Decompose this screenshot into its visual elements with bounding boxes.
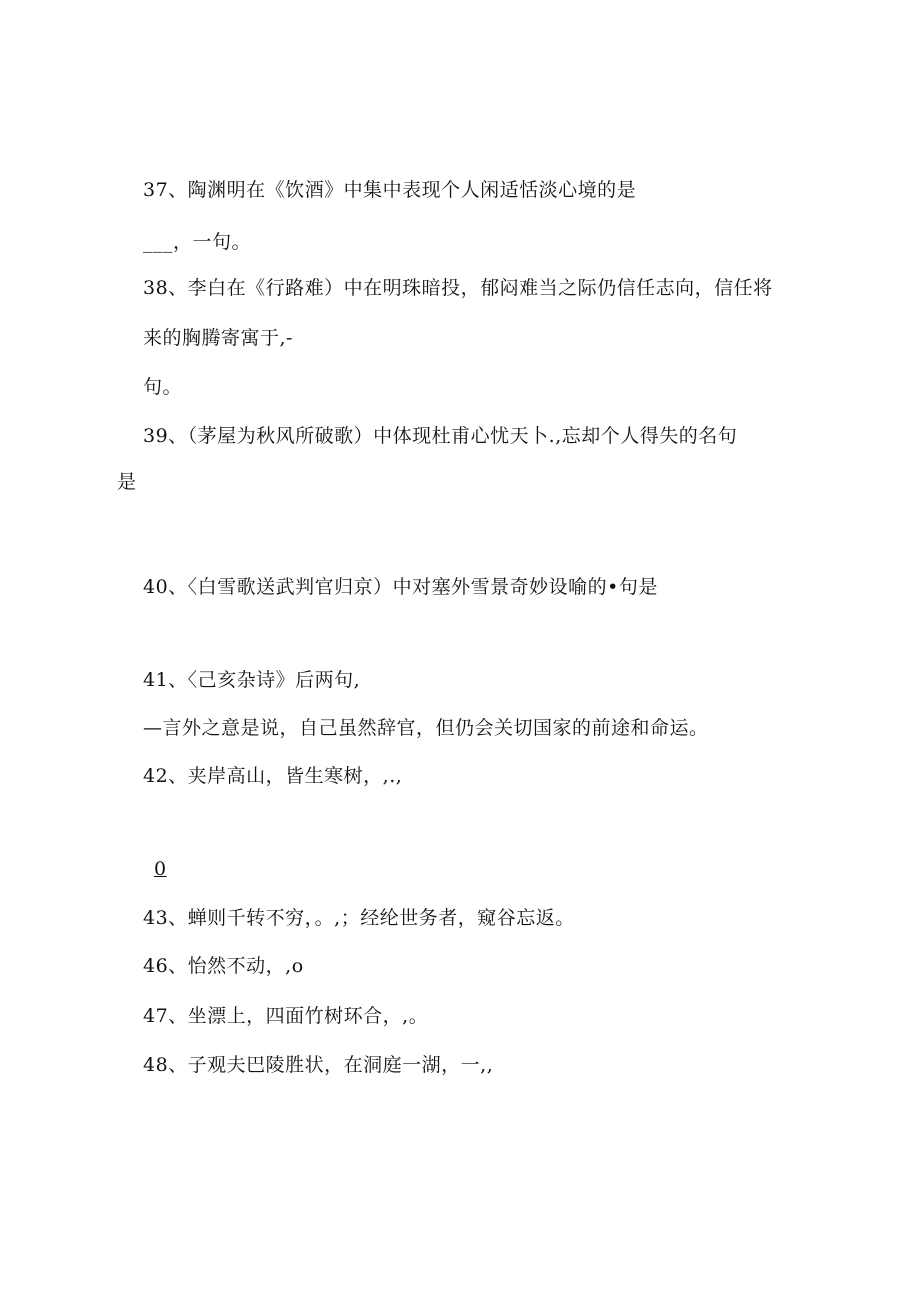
question-43: 43、蝉则千转不穷，。,；经纶世务者，窥谷忘返。 — [143, 907, 575, 929]
question-46: 46、怡然不动，,o — [143, 955, 304, 977]
question-37-continuation: ___，一句。 — [143, 231, 252, 253]
question-39-continuation: 是 — [117, 471, 137, 493]
question-47: 47、坐漂上，四面竹树环合，,。 — [143, 1005, 429, 1027]
question-42: 42、夹岸高山，皆生寒树，,., — [143, 765, 403, 787]
question-37: 37、陶渊明在《饮酒》中集中表现个人闲适恬淡心境的是 — [143, 179, 637, 201]
question-38-ending: 句。 — [143, 376, 183, 398]
question-38: 38、李白在《行路难）中在明珠暗投，郁闷难当之际仍信任志向，信任将 — [143, 277, 773, 299]
question-41-continuation: —言外之意是说，自己虽然辞官，但仍会关切国家的前途和命运。 — [143, 717, 709, 739]
question-41: 41、〈己亥杂诗》后两句, — [143, 669, 361, 691]
question-38-continuation: 来的胸腾寄寓于,- — [143, 327, 293, 349]
question-42-answer-blank: 0 — [154, 858, 167, 880]
question-40: 40、〈白雪歌送武判官归京）中对塞外雪景奇妙设喻的•句是 — [143, 576, 658, 598]
question-39: 39、（茅屋为秋风所破歌）中体现杜甫心忧天卜.,忘却个人得失的名句 — [143, 425, 738, 447]
question-48: 48、子观夫巴陵胜状，在洞庭一湖，一,, — [143, 1054, 494, 1076]
